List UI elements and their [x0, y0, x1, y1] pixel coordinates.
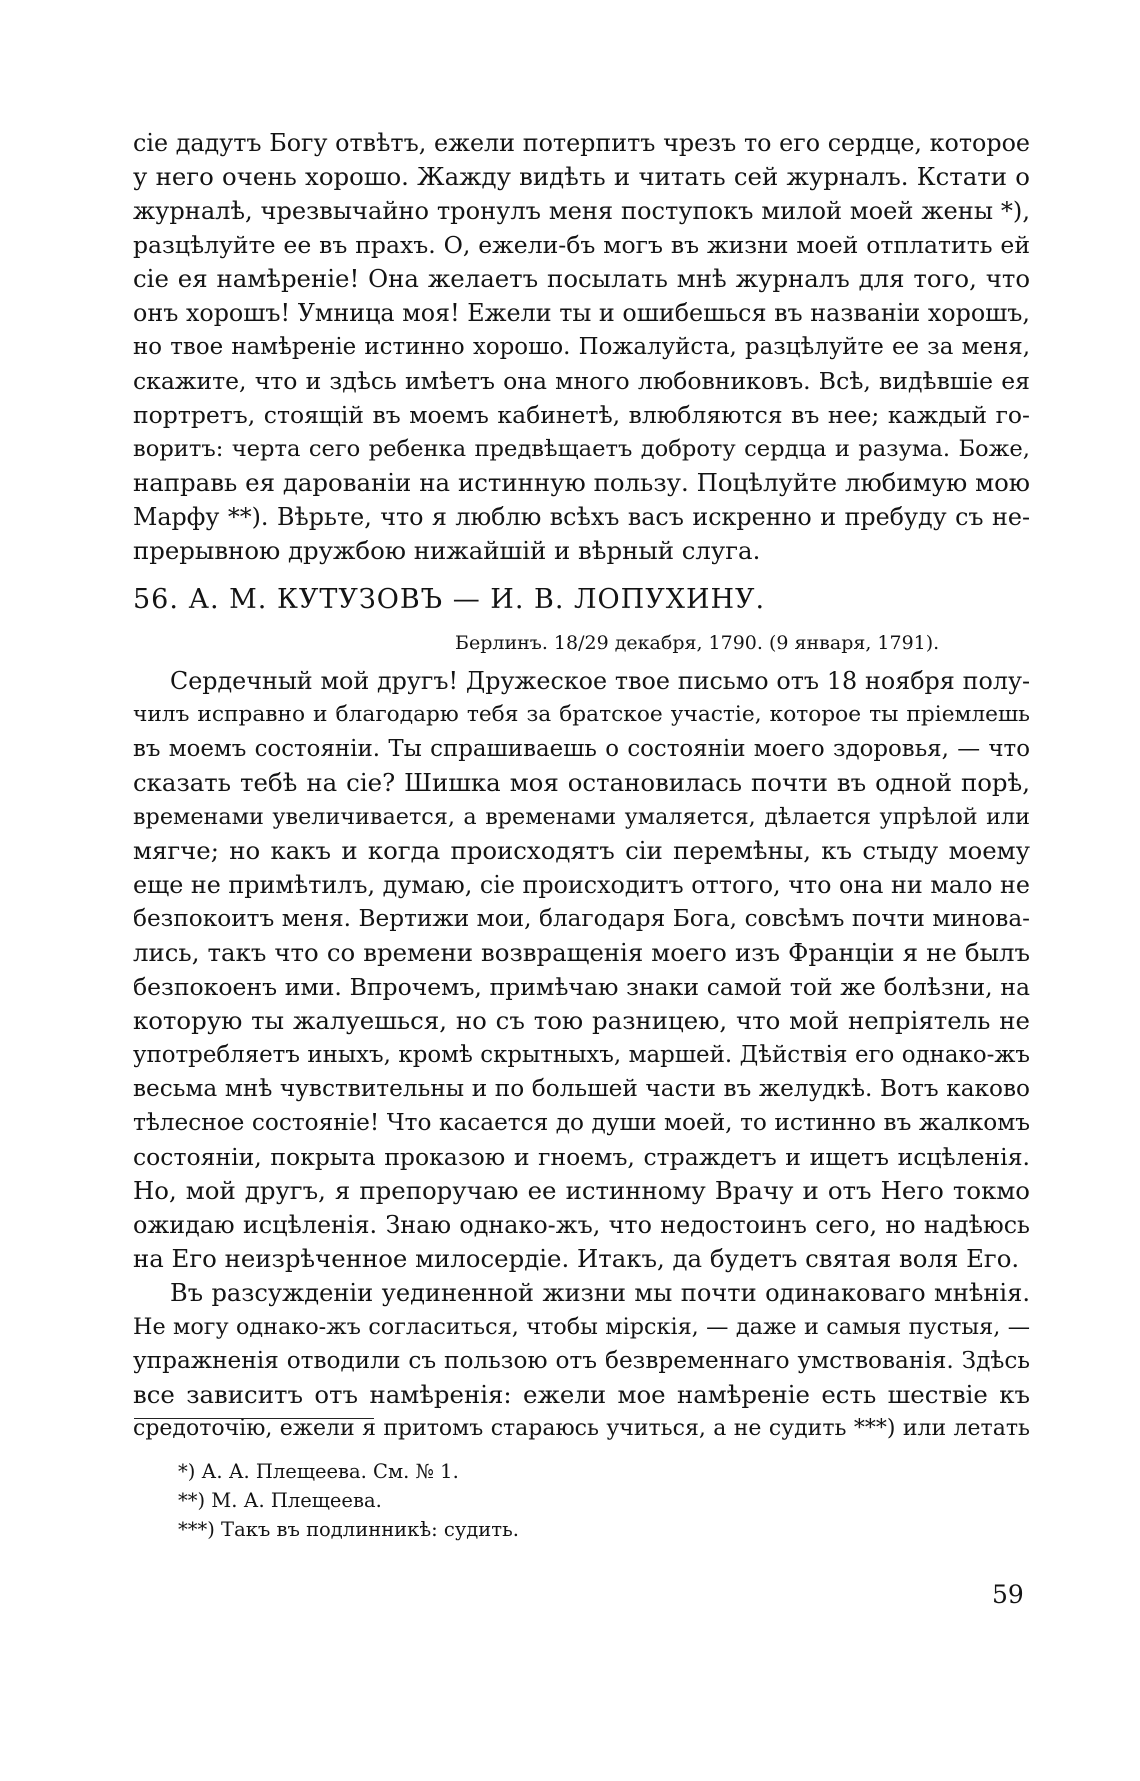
letter-dateline: Берлинъ. 18/29 декабря, 1790. (9 января, 1791). — [455, 632, 940, 654]
text-line: ожидаю исцѣленія. Знаю однако-жъ, что недостоинъ сего, но надѣюсь — [133, 1211, 1030, 1239]
text-line: Марфу **). Вѣрьте, что я люблю всѣхъ васъ искренно и пребуду съ не- — [133, 503, 1030, 531]
text-line: на Его неизрѣченное милосердіе. Итакъ, да будетъ святая воля Его. — [133, 1244, 1020, 1273]
footnote: *) А. А. Плещеева. См. № 1. — [178, 1460, 459, 1483]
footnote-divider — [134, 1418, 374, 1419]
text-line: упражненія отводили съ пользою отъ безвременнаго умствованія. Здѣсь — [133, 1347, 1030, 1374]
text-line: все зависитъ отъ намѣренія: ежели мое намѣреніе есть шествіе къ — [133, 1380, 1030, 1409]
text-line: скажите, что и здѣсь имѣетъ она много любовниковъ. Всѣ, видѣвшіе ея — [133, 367, 1030, 395]
text-line: еще не примѣтилъ, думаю, сіе происходитъ оттого, что она ни мало не — [133, 871, 1030, 899]
footnote: **) М. А. Плещеева. — [178, 1489, 382, 1512]
text-line: направь ея дарованіи на истинную пользу. Поцѣлуйте любимую мою — [133, 468, 1030, 497]
text-line: Въ разсужденіи уединенной жизни мы почти одинаковаго мнѣнія. — [170, 1279, 1030, 1307]
text-line: журналѣ, чрезвычайно тронулъ меня поступокъ милой моей жены *), — [133, 197, 1030, 225]
text-line: портретъ, стоящій въ моемъ кабинетѣ, влюбляются въ нее; каждый го- — [133, 401, 1030, 429]
text-line: мягче; но какъ и когда происходятъ сіи перемѣны, къ стыду моему — [133, 836, 1030, 865]
page-number: 59 — [992, 1580, 1024, 1609]
text-line: прерывною дружбою нижайшій и вѣрный слуга. — [133, 536, 761, 565]
text-line: воритъ: черта сего ребенка предвѣщаетъ доброту сердца и разума. Боже, — [133, 436, 1030, 462]
text-line: весьма мнѣ чувствительны и по большей части въ желудкѣ. Вотъ каково — [133, 1075, 1030, 1102]
text-line: которую ты жалуешься, но съ тою разницею, что мой непріятель не — [133, 1006, 1030, 1035]
text-line: Сердечный мой другъ! Дружеское твое письмо отъ 18 ноября полу- — [170, 667, 1030, 695]
footnote: ***) Такъ въ подлинникѣ: судить. — [178, 1518, 519, 1541]
text-line: онъ хорошъ! Умница моя! Ежели ты и ошибешься въ названіи хорошъ, — [133, 299, 1030, 327]
text-line: Не могу однако-жъ согласиться, чтобы мірскія, — даже и самыя пустыя, — — [133, 1314, 1030, 1340]
text-line: чилъ исправно и благодарю тебя за братское участіе, которое ты пріемлешь — [133, 702, 1030, 727]
text-line: безпокоенъ ими. Впрочемъ, примѣчаю знаки самой той же болѣзни, на — [133, 973, 1030, 1001]
text-line: безпокоитъ меня. Вертижи мои, благодаря Бога, совсѣмъ почти минова- — [133, 905, 1030, 932]
text-line: Но, мой другъ, я препоручаю ее истинному Врачу и отъ Него токмо — [133, 1176, 1030, 1205]
text-line: лись, такъ что со времени возвращенія моего изъ Франціи я не былъ — [133, 938, 1030, 967]
text-line: у него очень хорошо. Жажду видѣть и читать сей журналъ. Кстати о — [133, 162, 1030, 191]
text-line: разцѣлуйте ее въ прахъ. О, ежели-бъ могъ въ жизни моей отплатить ей — [133, 231, 1030, 259]
text-line: употребляетъ иныхъ, кромѣ скрытныхъ, маршей. Дѣйствія его однако-жъ — [133, 1042, 1030, 1068]
text-line: сіе ея намѣреніе! Она желаетъ посылать мнѣ журналъ для того, что — [133, 264, 1030, 293]
letter-heading: 56. А. М. КУТУЗОВЪ — И. В. ЛОПУХИНУ. — [133, 584, 766, 615]
text-line: но твое намѣреніе истинно хорошо. Пожалуйста, разцѣлуйте ее за меня, — [133, 334, 1030, 360]
text-line: средоточію, ежели я притомъ стараюсь учиться, а не судить ***) или летать — [133, 1416, 1030, 1441]
text-line: въ моемъ состояніи. Ты спрашиваешь о состояніи моего здоровья, — что — [133, 736, 1030, 762]
text-line: временами увеличивается, а временами умаляется, дѣлается упрѣлой или — [133, 804, 1030, 830]
text-line: сіе дадутъ Богу отвѣтъ, ежели потерпитъ чрезъ то его сердце, которое — [133, 129, 1030, 157]
text-line: состояніи, покрыта проказою и гноемъ, страждетъ и ищетъ исцѣленія. — [133, 1143, 1030, 1171]
text-line: тѣлесное состояніе! Что касается до души моей, то истинно въ жалкомъ — [133, 1109, 1030, 1136]
text-line: сказать тебѣ на сіе? Шишка моя остановилась почти въ одной порѣ, — [133, 768, 1030, 797]
